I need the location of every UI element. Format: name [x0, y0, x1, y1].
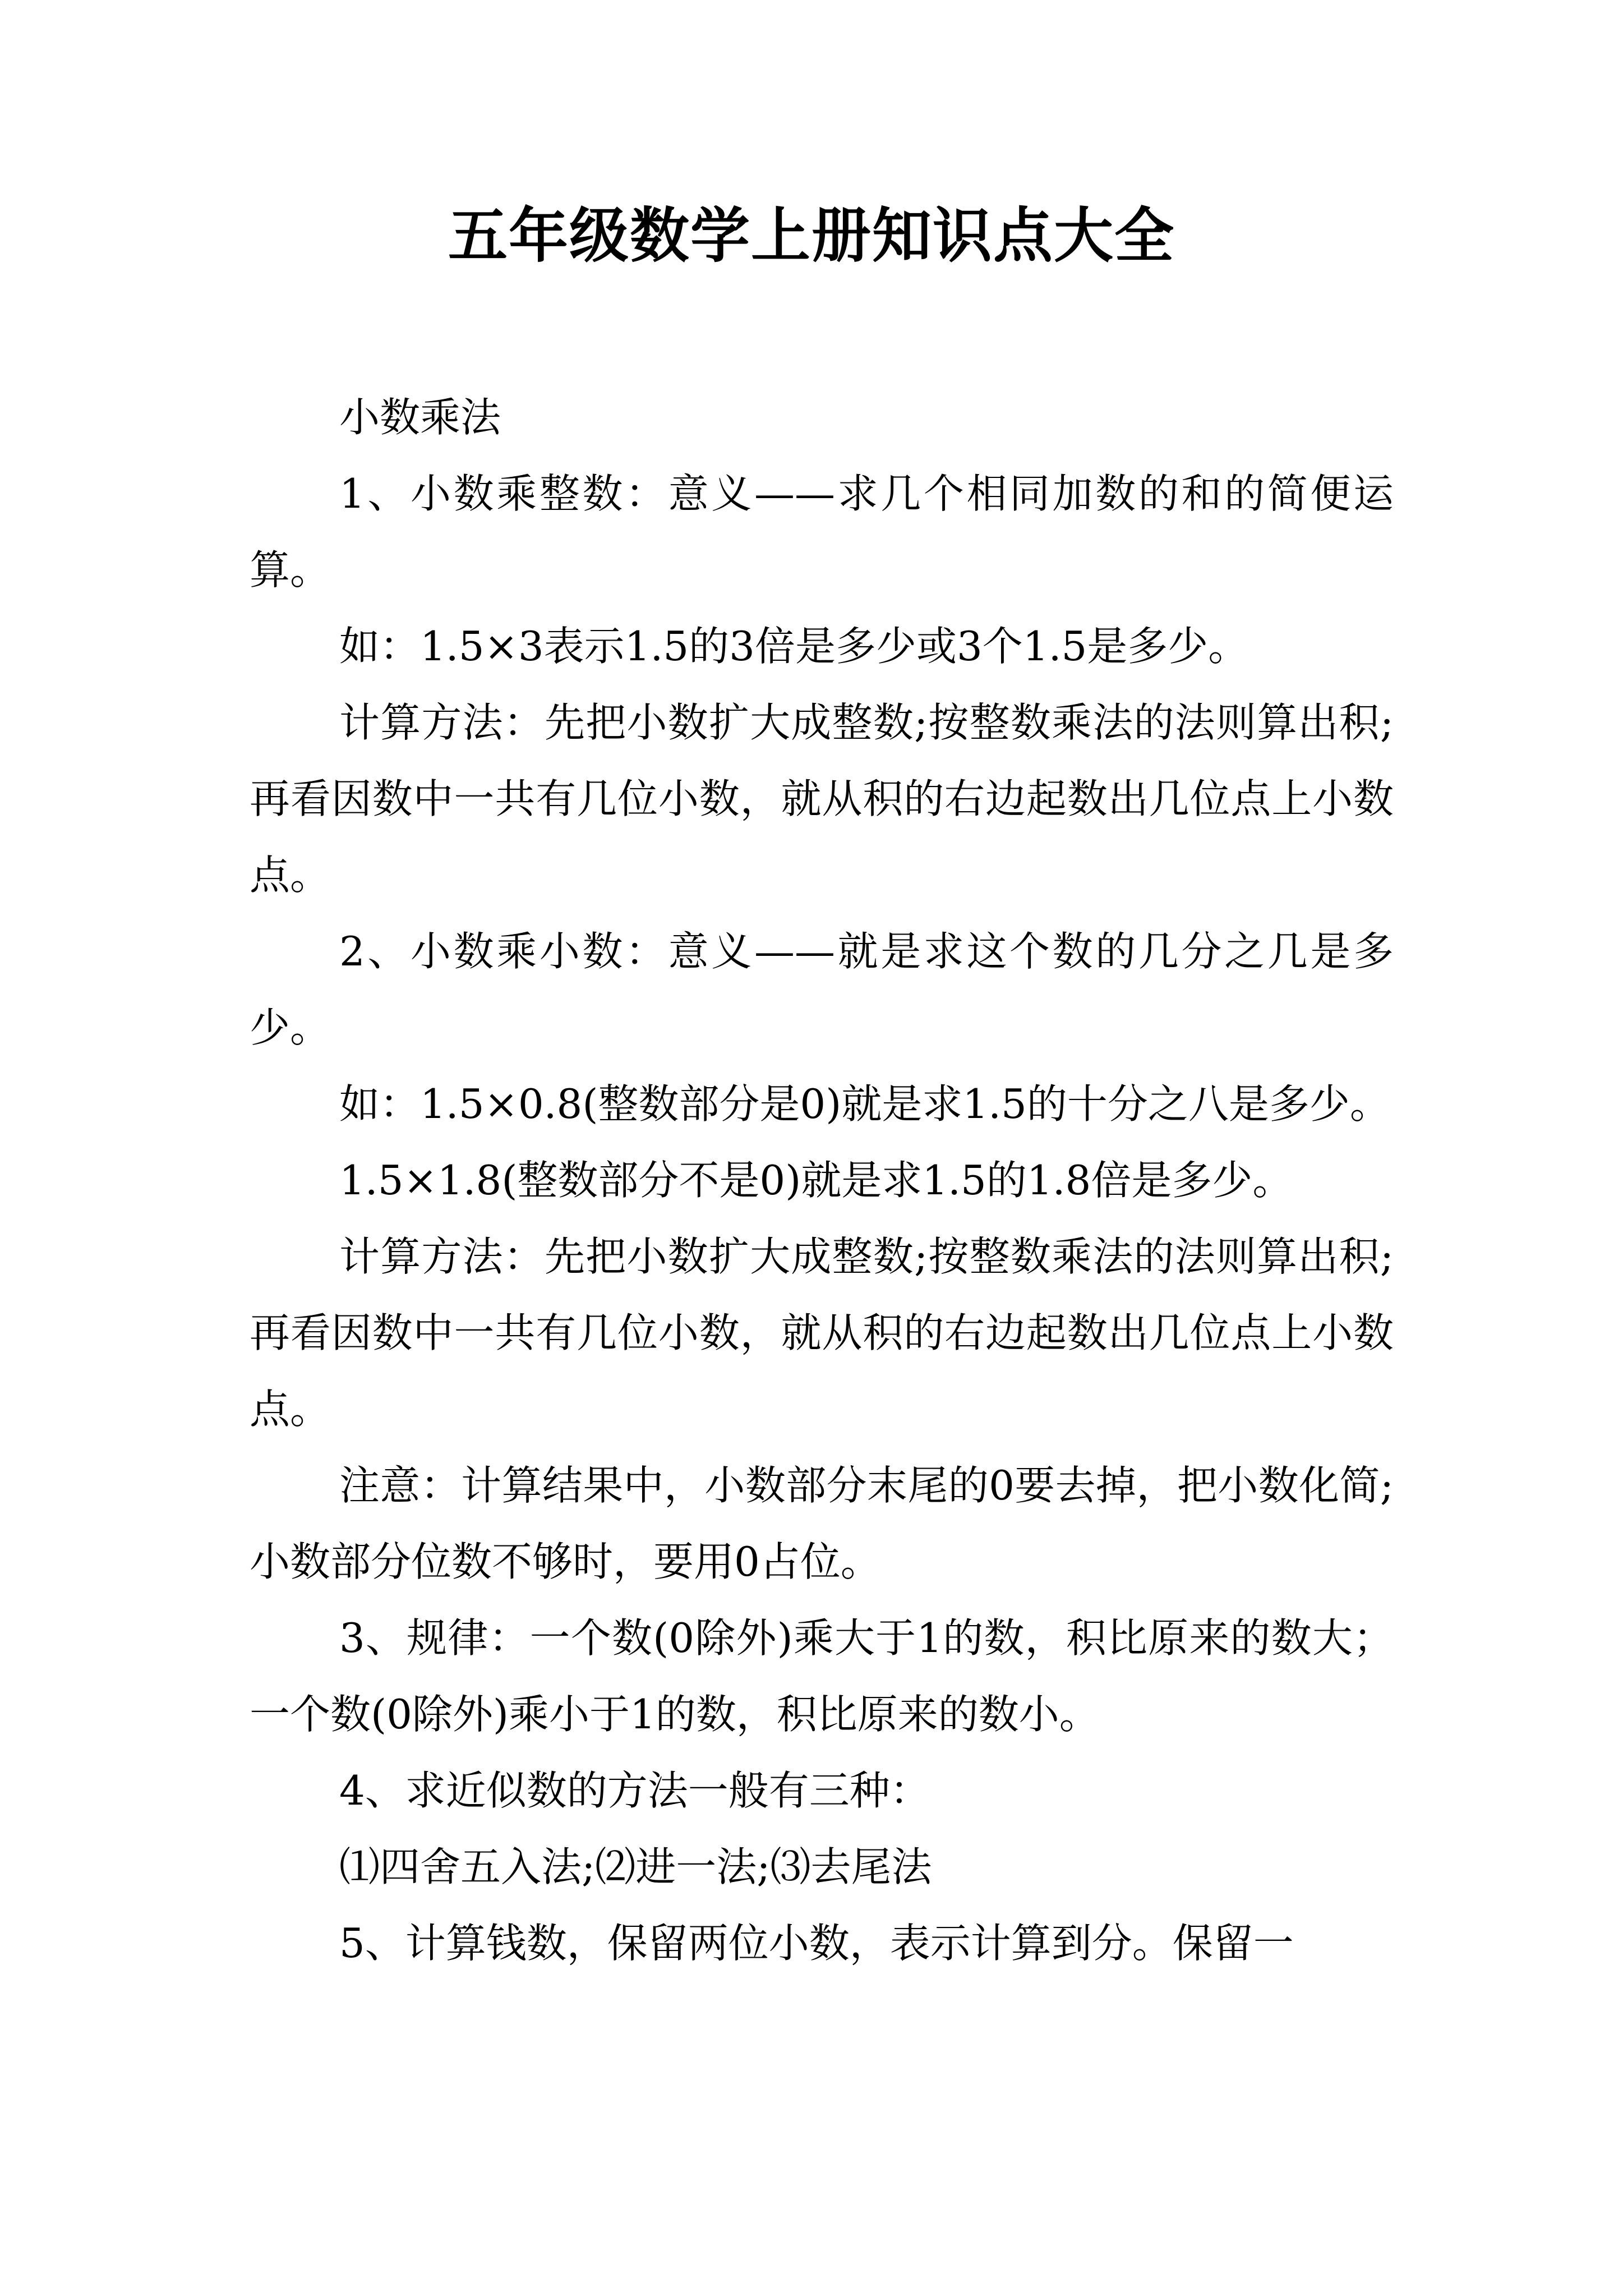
paragraph: 1.5×1.8(整数部分不是0)就是求1.5的1.8倍是多少。 [339, 1157, 1293, 1204]
document-body [250, 379, 1394, 1981]
paragraph: 2、小数乘小数：意义——就是求这个数的几分之几是多少。 [250, 928, 1394, 1051]
paragraph: 5、计算钱数，保留两位小数，表示计算到分。保留一 [339, 1920, 1294, 1967]
paragraph: 4、求近似数的方法一般有三种： [339, 1767, 930, 1814]
paragraph: 如：1.5×3表示1.5的3倍是多少或3个1.5是多少。 [339, 623, 1249, 670]
paragraph: 3、规律：一个数(0除外)乘大于1的数，积比原来的数大；一个数(0除外)乘小于1的数，积比原来的数小。 [250, 1614, 1394, 1738]
paragraph: 1、小数乘整数：意义——求几个相同加数的和的简便运算。 [250, 470, 1394, 593]
paragraph: 计算方法：先把小数扩大成整数;按整数乘法的法则算出积;再看因数中一共有几位小数，就从积的右边起数出几位点上小数点。 [250, 699, 1394, 899]
paragraph: 注意：计算结果中，小数部分末尾的0要去掉，把小数化简;小数部分位数不够时，要用0占位。 [250, 1462, 1394, 1585]
paragraph: ⑴四舍五入法;⑵进一法;⑶去尾法 [339, 1843, 932, 1890]
paragraph: 计算方法：先把小数扩大成整数;按整数乘法的法则算出积;再看因数中一共有几位小数，就从积的右边起数出几位点上小数点。 [250, 1233, 1394, 1433]
document-title: 五年级数学上册知识点大全 [448, 200, 1175, 270]
paragraph: 如：1.5×0.8(整数部分是0)就是求1.5的十分之八是多少。 [339, 1080, 1390, 1128]
section-heading: 小数乘法 [339, 394, 501, 441]
